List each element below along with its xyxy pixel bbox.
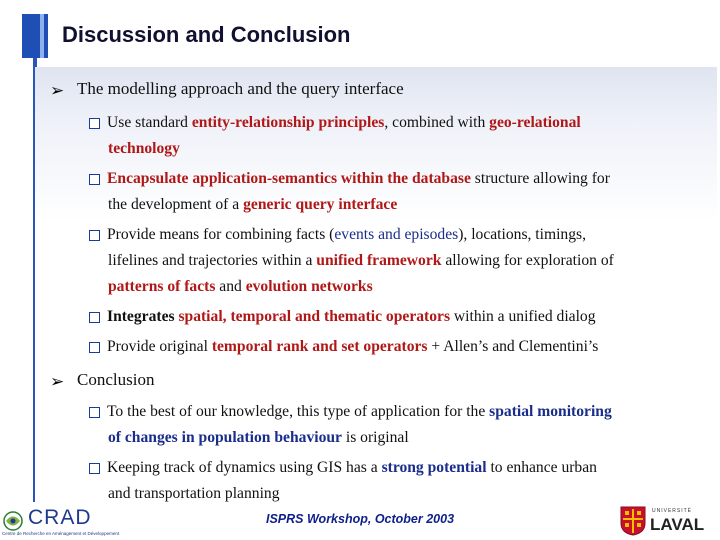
text-run: entity-relationship principles bbox=[191, 114, 385, 131]
title-accent-highlight bbox=[40, 14, 44, 58]
checkbox-bullet-icon bbox=[89, 312, 100, 323]
text-run: generic query interface bbox=[243, 196, 398, 213]
text-run: technology bbox=[108, 140, 180, 157]
text-run: Provide original bbox=[107, 338, 212, 355]
text-run: is original bbox=[341, 429, 409, 446]
checkbox-bullet-icon bbox=[89, 342, 100, 353]
laval-logo-small-text: UNIVERSITÉ bbox=[652, 508, 693, 514]
title-accent-bar bbox=[22, 14, 48, 58]
text-run: strong potential bbox=[381, 459, 487, 476]
bullet-line bbox=[107, 222, 586, 248]
text-run: unified framework bbox=[316, 252, 442, 269]
text-run: Keeping track of dynamics using GIS has a bbox=[107, 459, 382, 476]
text-run: patterns of facts bbox=[108, 278, 216, 295]
checkbox-bullet-icon bbox=[89, 174, 100, 185]
text-run: + Allen’s and Clementini’s bbox=[427, 338, 599, 355]
crad-logo-subtitle: Centre de Recherche en Aménagement et Développement bbox=[2, 531, 120, 536]
text-run: spatial, temporal and thematic operators bbox=[178, 308, 451, 325]
bullet-line bbox=[107, 304, 596, 330]
section-heading: The modelling approach and the query interface bbox=[77, 79, 404, 98]
text-run: ), locations, timings, bbox=[458, 226, 586, 243]
slide-title: Discussion and Conclusion bbox=[62, 22, 351, 47]
bullet-line bbox=[107, 334, 598, 360]
text-run: within a unified dialog bbox=[450, 308, 596, 325]
text-run: temporal rank and set operators bbox=[211, 338, 428, 355]
checkbox-bullet-icon bbox=[89, 407, 100, 418]
bullet-line bbox=[108, 192, 397, 218]
text-run: To the best of our knowledge, this type of application for the bbox=[107, 403, 490, 420]
crad-logo-word: CRAD bbox=[28, 506, 92, 529]
section-heading: Conclusion bbox=[77, 370, 155, 389]
text-run: Provide means for combining facts ( bbox=[107, 226, 335, 243]
checkbox-bullet-icon bbox=[89, 463, 100, 474]
bullet-line bbox=[108, 481, 280, 507]
checkbox-bullet-icon bbox=[89, 230, 100, 241]
text-run: geo-relational bbox=[489, 114, 581, 131]
bullet-line bbox=[108, 425, 409, 451]
text-run: spatial monitoring bbox=[489, 403, 612, 420]
laval-shield-icon bbox=[620, 506, 646, 536]
text-run: and bbox=[215, 278, 246, 295]
text-run: of changes in population behaviour bbox=[108, 429, 342, 446]
bullet-line bbox=[108, 274, 373, 300]
text-run: events and episodes bbox=[334, 226, 459, 243]
text-run: Encapsulate application-semantics within the database bbox=[107, 170, 471, 187]
checkbox-bullet-icon bbox=[89, 118, 100, 129]
text-run: allowing for exploration of bbox=[441, 252, 614, 269]
arrow-bullet-icon: ➢ bbox=[50, 372, 65, 391]
text-run: Use standard bbox=[107, 114, 192, 131]
bullet-line bbox=[108, 136, 180, 162]
text-run: and transportation planning bbox=[108, 485, 280, 502]
arrow-bullet-icon: ➢ bbox=[50, 81, 65, 100]
text-run: evolution networks bbox=[245, 278, 373, 295]
bullet-line bbox=[107, 110, 581, 136]
text-run: structure allowing for bbox=[470, 170, 610, 187]
text-run: the development of a bbox=[108, 196, 244, 213]
bullet-line bbox=[107, 166, 610, 192]
bullet-line bbox=[107, 399, 612, 425]
text-run: to enhance urban bbox=[486, 459, 597, 476]
bullet-line bbox=[107, 455, 597, 481]
bullet-line bbox=[108, 248, 614, 274]
text-run: Integrates bbox=[107, 308, 179, 325]
footer-text: ISPRS Workshop, October 2003 bbox=[266, 512, 455, 526]
laval-logo-word: LAVAL bbox=[650, 515, 705, 534]
text-run: lifelines and trajectories within a bbox=[108, 252, 317, 269]
text-run: , combined with bbox=[384, 114, 490, 131]
